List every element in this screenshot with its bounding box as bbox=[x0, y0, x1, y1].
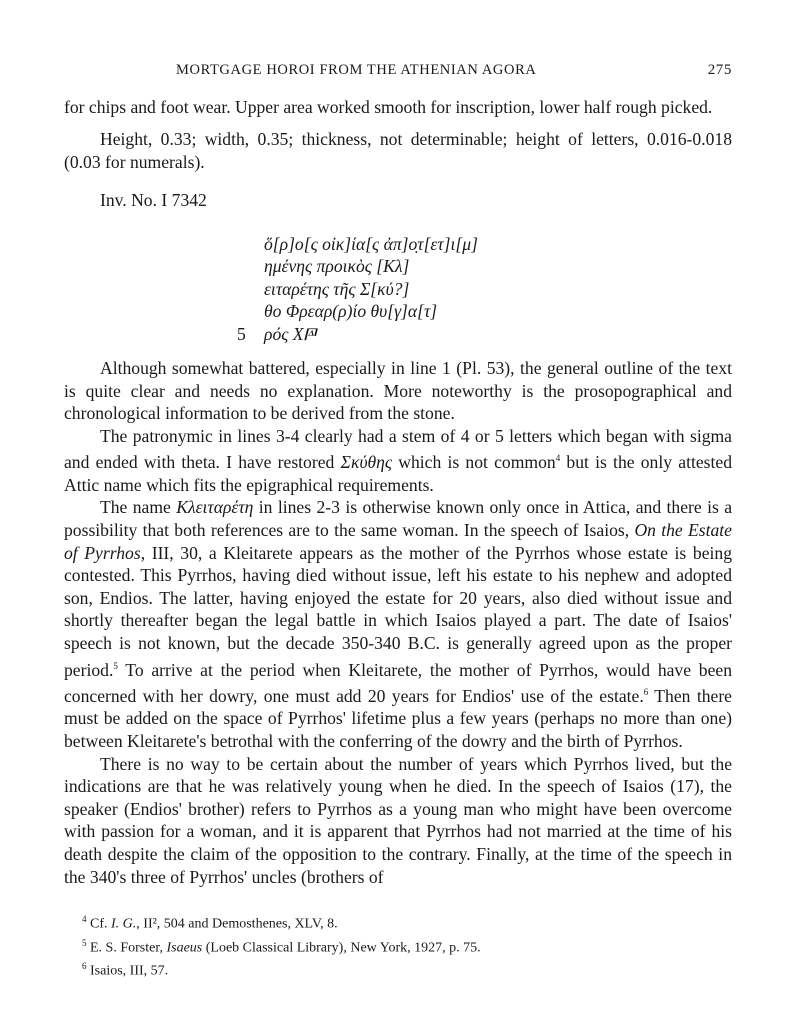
footnote-4 bbox=[82, 910, 722, 934]
text-run: Then there must be added on the space of Pyrrhos' lifetime plus a few years (perhaps no more than one) between Kleitarete's betrothal with the conferring of the dowry and the birth of Pyrrhos. bbox=[64, 685, 732, 752]
greek-name: Σκύθης bbox=[340, 452, 393, 473]
inscription-text: ρός Χ𐅄 bbox=[264, 323, 316, 344]
footnote-ref: 5 bbox=[113, 660, 118, 671]
work-title: On the Estate of Pyrrhos bbox=[64, 520, 732, 563]
greek-name: Κλειταρέτη bbox=[176, 497, 254, 518]
inscription-text: ειταρέτης τῆς Σ[κύ?] bbox=[264, 278, 410, 299]
inscription-line bbox=[64, 300, 732, 322]
footnotes bbox=[82, 910, 722, 981]
text-run: (Loeb Classical Library), New York, 1927, p. 75. bbox=[202, 940, 481, 956]
text-run: The patronymic in lines 3-4 clearly had a stem of 4 or 5 letters which began with sigma and ended with theta. I have restored bbox=[64, 425, 732, 473]
paragraph-2 bbox=[64, 425, 732, 497]
text-run: , II², 504 and Demosthenes, XLV, 8. bbox=[136, 916, 338, 932]
inscription-text: ημένης προικὸς [Κλ] bbox=[264, 256, 410, 277]
text-run: The name bbox=[100, 497, 177, 518]
footnote-6 bbox=[82, 957, 722, 981]
citation-title: I. G. bbox=[111, 916, 137, 932]
line-number: 5 bbox=[237, 323, 246, 344]
text-run: To arrive at the period when Kleitarete, the mother of Pyrrhos, would have been concerned with her dowry, one must add 20 years for Endios' use of the estate. bbox=[64, 659, 732, 706]
footnote-ref: 6 bbox=[643, 687, 649, 698]
main-text bbox=[64, 357, 732, 888]
paragraph-3 bbox=[64, 496, 732, 752]
paragraph-4: There is no way to be certain about the number of years which Pyrrhos lived, but the indications are that he was relatively young when he died. In the speech of Isaios (17), the speaker (Endios' brother) refers to Pyrrhos as a young man who might have been overcome with passion for a woman, and it is apparent that Pyrrhos had not married at the time of his death despite the claim of the opposition to the contrary. Finally, at the time of the speech in the 340's three of Pyrrhos' uncles (brothers of bbox=[64, 753, 732, 887]
inscription-text: ὅ[ρ]ο[ς οἰκ]ία[ς ἀπ]ο̣τ[ετ]ι[μ] bbox=[264, 234, 478, 254]
inscription-block bbox=[64, 233, 732, 345]
text-run: but is the only attested Attic name which fits the epigraphical requirements. bbox=[64, 452, 732, 495]
footnote-mark: 5 bbox=[82, 937, 87, 948]
footnote-mark: 4 bbox=[82, 914, 87, 924]
inscription-line bbox=[64, 255, 732, 277]
running-title: MORTGAGE HOROI FROM THE ATHENIAN AGORA bbox=[176, 62, 537, 78]
text-run: E. S. Forster, bbox=[86, 940, 167, 956]
text-run: Isaios, III, 57. bbox=[86, 963, 169, 979]
intro-paragraph-1: for chips and foot wear. Upper area worked smooth for inscription, lower half rough picked. bbox=[64, 97, 713, 117]
inscription-line bbox=[64, 323, 732, 345]
intro-text bbox=[64, 96, 732, 212]
footnote-5 bbox=[82, 934, 722, 958]
paragraph-1: Although somewhat battered, especially in line 1 (Pl. 53), the general outline of the text is quite clear and needs no explanation. More noteworthy is the prosopographical and chronological information to be derived from the stone. bbox=[64, 358, 732, 424]
text-run: in lines 2-3 is otherwise known only once in Attica, and there is a possibility that both references are to the same woman. In the speech of Isaios, bbox=[64, 497, 733, 541]
footnote-mark: 6 bbox=[82, 961, 87, 972]
inscription-text: θο Φρεαρ(ρ)ίο θυ[γ]α[τ] bbox=[264, 301, 438, 322]
inscription-line bbox=[64, 233, 732, 255]
intro-paragraph-2: Height, 0.33; width, 0.35; thickness, not determinable; height of letters, 0.016-0.018 (0.03 for numerals). bbox=[64, 129, 732, 172]
text-run: which is not common bbox=[392, 452, 556, 473]
inscription-line bbox=[64, 278, 732, 300]
footnote-ref: 4 bbox=[555, 453, 561, 464]
text-run: , III, 30, a Kleitarete appears as the mother of the Pyrrhos whose estate is being contested. This Pyrrhos, having died without issue, left his estate to his nephew and adopted son, Endios. The latter, having enjoyed the estate for 20 years, also died without issue and shortly thereafter began the legal battle in which Isaios played a part. The date of Isaios' speech is not known, but the decade 350-340 B.C. is generally agreed upon as the proper period. bbox=[64, 542, 732, 680]
text-run: Cf. bbox=[86, 916, 111, 932]
citation-title: Isaeus bbox=[166, 940, 203, 956]
inventory-number: Inv. No. I 7342 bbox=[100, 190, 207, 211]
page-number: 275 bbox=[707, 62, 732, 78]
